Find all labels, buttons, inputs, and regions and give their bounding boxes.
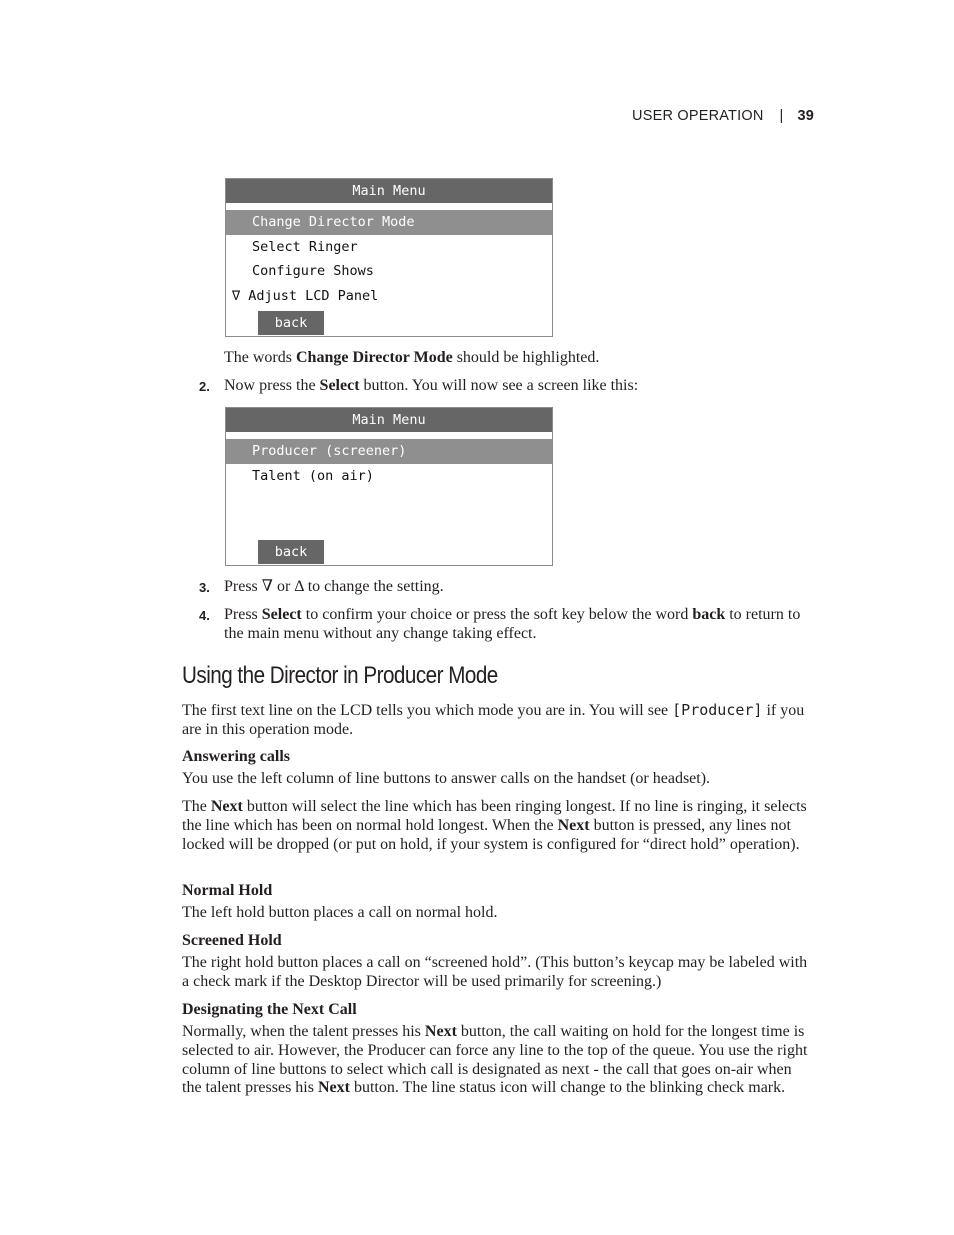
step3-text: Press ∇ or Δ to change the setting. xyxy=(224,578,444,595)
answering-calls-text: You use the left column of line buttons to answer calls on the handset (or headset). xyxy=(182,770,711,787)
lcd-title: Main Menu xyxy=(226,179,552,203)
step1-note: The words Change Director Mode should be highlighted. xyxy=(224,349,600,366)
lcd-screen-main-menu xyxy=(225,178,553,337)
next-call-text: Normally, when the talent presses his Next button, the call waiting on hold for the longest time is selected to air. However, the Producer can force any line to the top of the queue. You use the right column of line buttons to select which call is designated as next - the call that goes on-air when the talent presses his Next button. The line status icon will change to the blinking check mark. xyxy=(182,1023,808,1097)
screened-hold-text: The right hold button places a call on “screened hold”. (This button’s keycap may be labeled with a check mark if the Desktop Director will be used primarily for screening.) xyxy=(182,954,808,990)
section-heading: Using the Director in Producer Mode xyxy=(182,662,498,689)
lcd-item-change-director-mode[interactable]: Change Director Mode xyxy=(226,210,552,235)
next-button-paragraph: The Next button will select the line which has been ringing longest. If no line is ringing, it selects the line which has been on normal hold longest. When the Next button is pressed, any lines not locked will be dropped (or put on hold, if your system is configured for “direct hold” operation). xyxy=(182,798,807,853)
next-call-heading: Designating the Next Call xyxy=(182,1001,357,1018)
lcd-item-select-ringer[interactable]: Select Ringer xyxy=(252,238,358,255)
intro-paragraph: The first text line on the LCD tells you which mode you are in. You will see [Producer] if you are in this operation mode. xyxy=(182,701,805,738)
lcd-back-button[interactable]: back xyxy=(258,311,324,335)
lcd-title: Main Menu xyxy=(226,408,552,432)
lcd-back-button[interactable]: back xyxy=(258,540,324,564)
normal-hold-heading: Normal Hold xyxy=(182,882,273,899)
step-number-4: 4. xyxy=(199,608,210,623)
lcd-item-talent[interactable]: Talent (on air) xyxy=(252,467,374,484)
header-separator: | xyxy=(779,108,784,124)
step-number-3: 3. xyxy=(199,580,210,595)
step4-text: Press Select to confirm your choice or press the soft key below the word back to return to the main menu without any change taking effect. xyxy=(224,606,801,642)
section-title: USER OPERATION xyxy=(632,108,764,124)
lcd-item-configure-shows[interactable]: Configure Shows xyxy=(252,263,374,280)
lcd-item-adjust-lcd-panel[interactable]: ∇ Adjust LCD Panel xyxy=(232,288,379,305)
screened-hold-heading: Screened Hold xyxy=(182,932,282,949)
producer-code: [Producer] xyxy=(672,701,763,719)
step2-text: Now press the Select button. You will now see a screen like this: xyxy=(224,377,639,394)
running-header xyxy=(632,108,814,124)
normal-hold-text: The left hold button places a call on normal hold. xyxy=(182,904,498,921)
page-number: 39 xyxy=(797,108,814,124)
step-number-2: 2. xyxy=(199,379,210,394)
answering-calls-heading: Answering calls xyxy=(182,748,290,765)
lcd-screen-director-mode xyxy=(225,407,553,566)
lcd-item-producer[interactable]: Producer (screener) xyxy=(226,439,552,464)
